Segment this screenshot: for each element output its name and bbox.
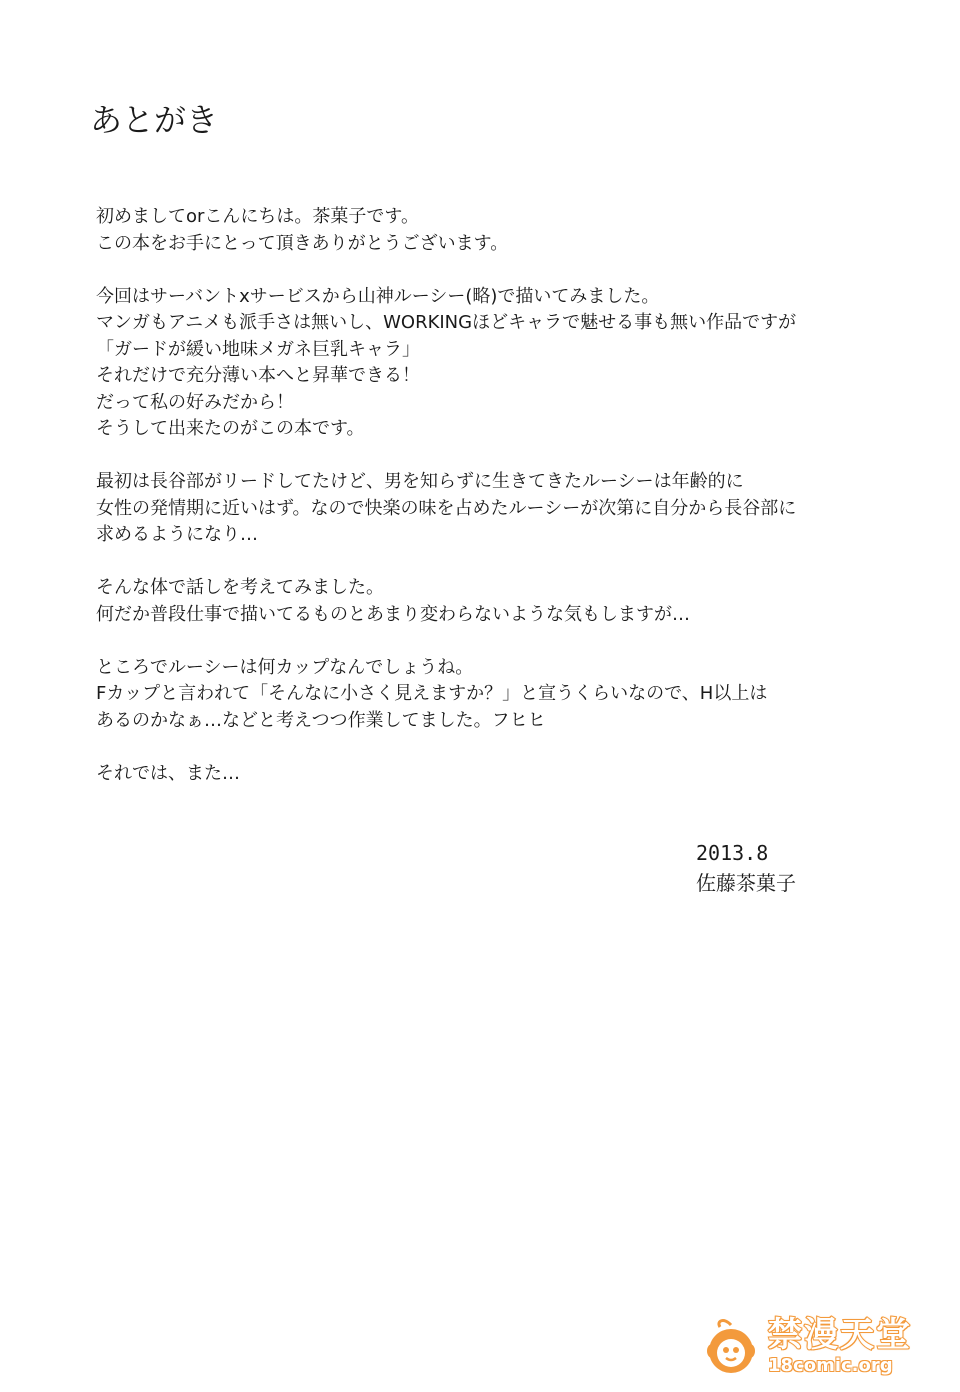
paragraph <box>96 575 836 628</box>
text-line: 「ガードが緩い地味メガネ巨乳キャラ」 <box>96 338 420 360</box>
text-line: あるのかなぁ…などと考えつつ作業してました。フヒヒ <box>96 709 546 731</box>
paragraph-gap <box>96 549 836 576</box>
text-line: だって私の好みだから！ <box>96 391 294 413</box>
paragraph <box>96 469 836 549</box>
paragraph <box>96 284 836 443</box>
text-line: 求めるようになり… <box>96 524 258 545</box>
site-watermark <box>700 1306 930 1386</box>
mascot-icon <box>700 1315 762 1377</box>
text-line: この本をお手にとって頂きありがとうございます。 <box>96 232 509 254</box>
signature-author: 佐藤茶菓子 <box>696 871 796 895</box>
text-line: 今回はサーバントxサービスから山神ルーシー(略)で描いてみました。 <box>96 285 660 307</box>
text-line: 最初は長谷部がリードしてたけど、男を知らずに生きてきたルーシーは年齢的に <box>96 471 744 492</box>
paragraph <box>96 655 836 735</box>
paragraph-gap <box>96 443 836 470</box>
paragraph-gap <box>96 257 836 284</box>
signature <box>696 838 796 898</box>
signature-date: 2013.8 <box>696 841 769 865</box>
text-line: マンガもアニメも派手さは無いし、WORKINGほどキャラで魅せる事も無い作品ですが <box>96 312 797 333</box>
text-line: 女性の発情期に近いはず。なので快楽の味を占めたルーシーが次第に自分から長谷部に <box>96 497 797 519</box>
text-line: そんな体で話しを考えてみました。 <box>96 577 384 598</box>
text-line: 何だか普段仕事で描いてるものとあまり変わらないような気もしますが… <box>96 603 690 625</box>
page-title: あとがき <box>90 101 219 139</box>
paragraph-gap <box>96 734 836 761</box>
paragraph-gap <box>96 628 836 655</box>
text-line: それでは、また… <box>96 762 240 784</box>
text-line: 初めましてorこんにちは。茶菓子です。 <box>96 206 419 227</box>
afterword-body <box>96 204 836 787</box>
watermark-name: 禁漫天堂 <box>768 1315 912 1355</box>
text-line: ところでルーシーは何カップなんでしょうね。 <box>96 656 474 678</box>
text-line: Fカップと言われて「そんなに小さく見えますか？」と宣うくらいなので、H以上は <box>96 683 768 704</box>
watermark-url: 18comic.org <box>768 1355 893 1376</box>
text-line: そうして出来たのがこの本です。 <box>96 418 365 439</box>
paragraph <box>96 761 836 788</box>
paragraph <box>96 204 836 257</box>
text-line: それだけで充分薄い本へと昇華できる！ <box>96 365 420 386</box>
